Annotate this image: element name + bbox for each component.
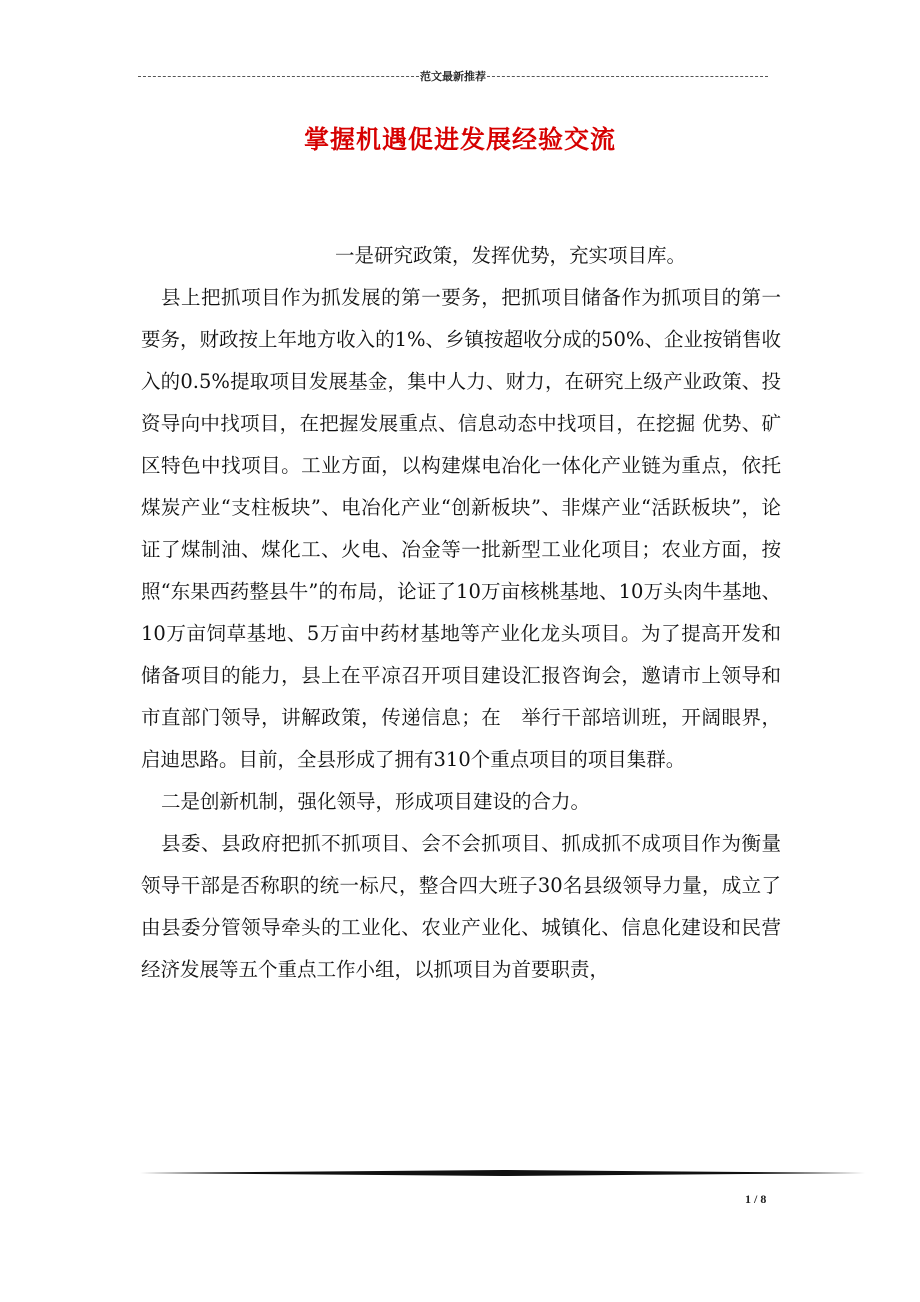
document-title: 掌握机遇促进发展经验交流	[303, 125, 616, 154]
section-heading-1: 一是研究政策，发挥优势，充实项目库。	[335, 244, 687, 267]
document-body	[141, 235, 781, 991]
header-banner-text: 范文最新推荐	[420, 70, 486, 83]
paragraph-2: 县委、县政府把抓不抓项目、会不会抓项目、抓成抓不成项目作为衡量领导干部是否称职的统一标尺，整合四大班子30名县级领导力量，成立了由县委分管领导牵头的工业化、农业产业化、城镇化、信息化建设和民营经济发展等五个重点工作小组，以抓项目为首要职责，	[141, 832, 781, 981]
header-dash-left	[138, 76, 419, 77]
section-heading-2: 二是创新机制，强化领导，形成项目建设的合力。	[161, 790, 591, 813]
footer-rule	[140, 1170, 865, 1176]
page-number: 1 / 8	[745, 1192, 767, 1206]
header-dash-right	[487, 76, 768, 77]
paragraph-1: 县上把抓项目作为抓发展的第一要务，把抓项目储备作为抓项目的第一要务，财政按上年地方收入的1%、乡镇按超收分成的50%、企业按销售收入的0.5%提取项目发展基金，集中人力、财力，在研究上级产业政策、投资导向中找项目，在把握发展重点、信息动态中找项目，在挖掘 优势、矿区特色中找项目。工业方面，以构建煤电冶化一体化产业链为重点，依托煤炭产业“支柱板块”、电冶化产业“创新板块”、非煤产业“活跃板块”，论证了煤制油、煤化工、火电、冶金等一批新型工业化项目；农业方面，按照“东果西药整县牛”的布局，论证了10万亩核桃基地、10万头肉牛基地、10万亩饲草基地、5万亩中药材基地等产业化龙头项目。为了提高开发和储备项目的能力，县上在平凉召开项目建设汇报咨询会，邀请市上领导和市直部门领导，讲解政策，传递信息；在 举行干部培训班，开阔眼界，启迪思路。目前，全县形成了拥有310个重点项目的项目集群。	[141, 286, 781, 771]
header-banner	[138, 68, 768, 84]
